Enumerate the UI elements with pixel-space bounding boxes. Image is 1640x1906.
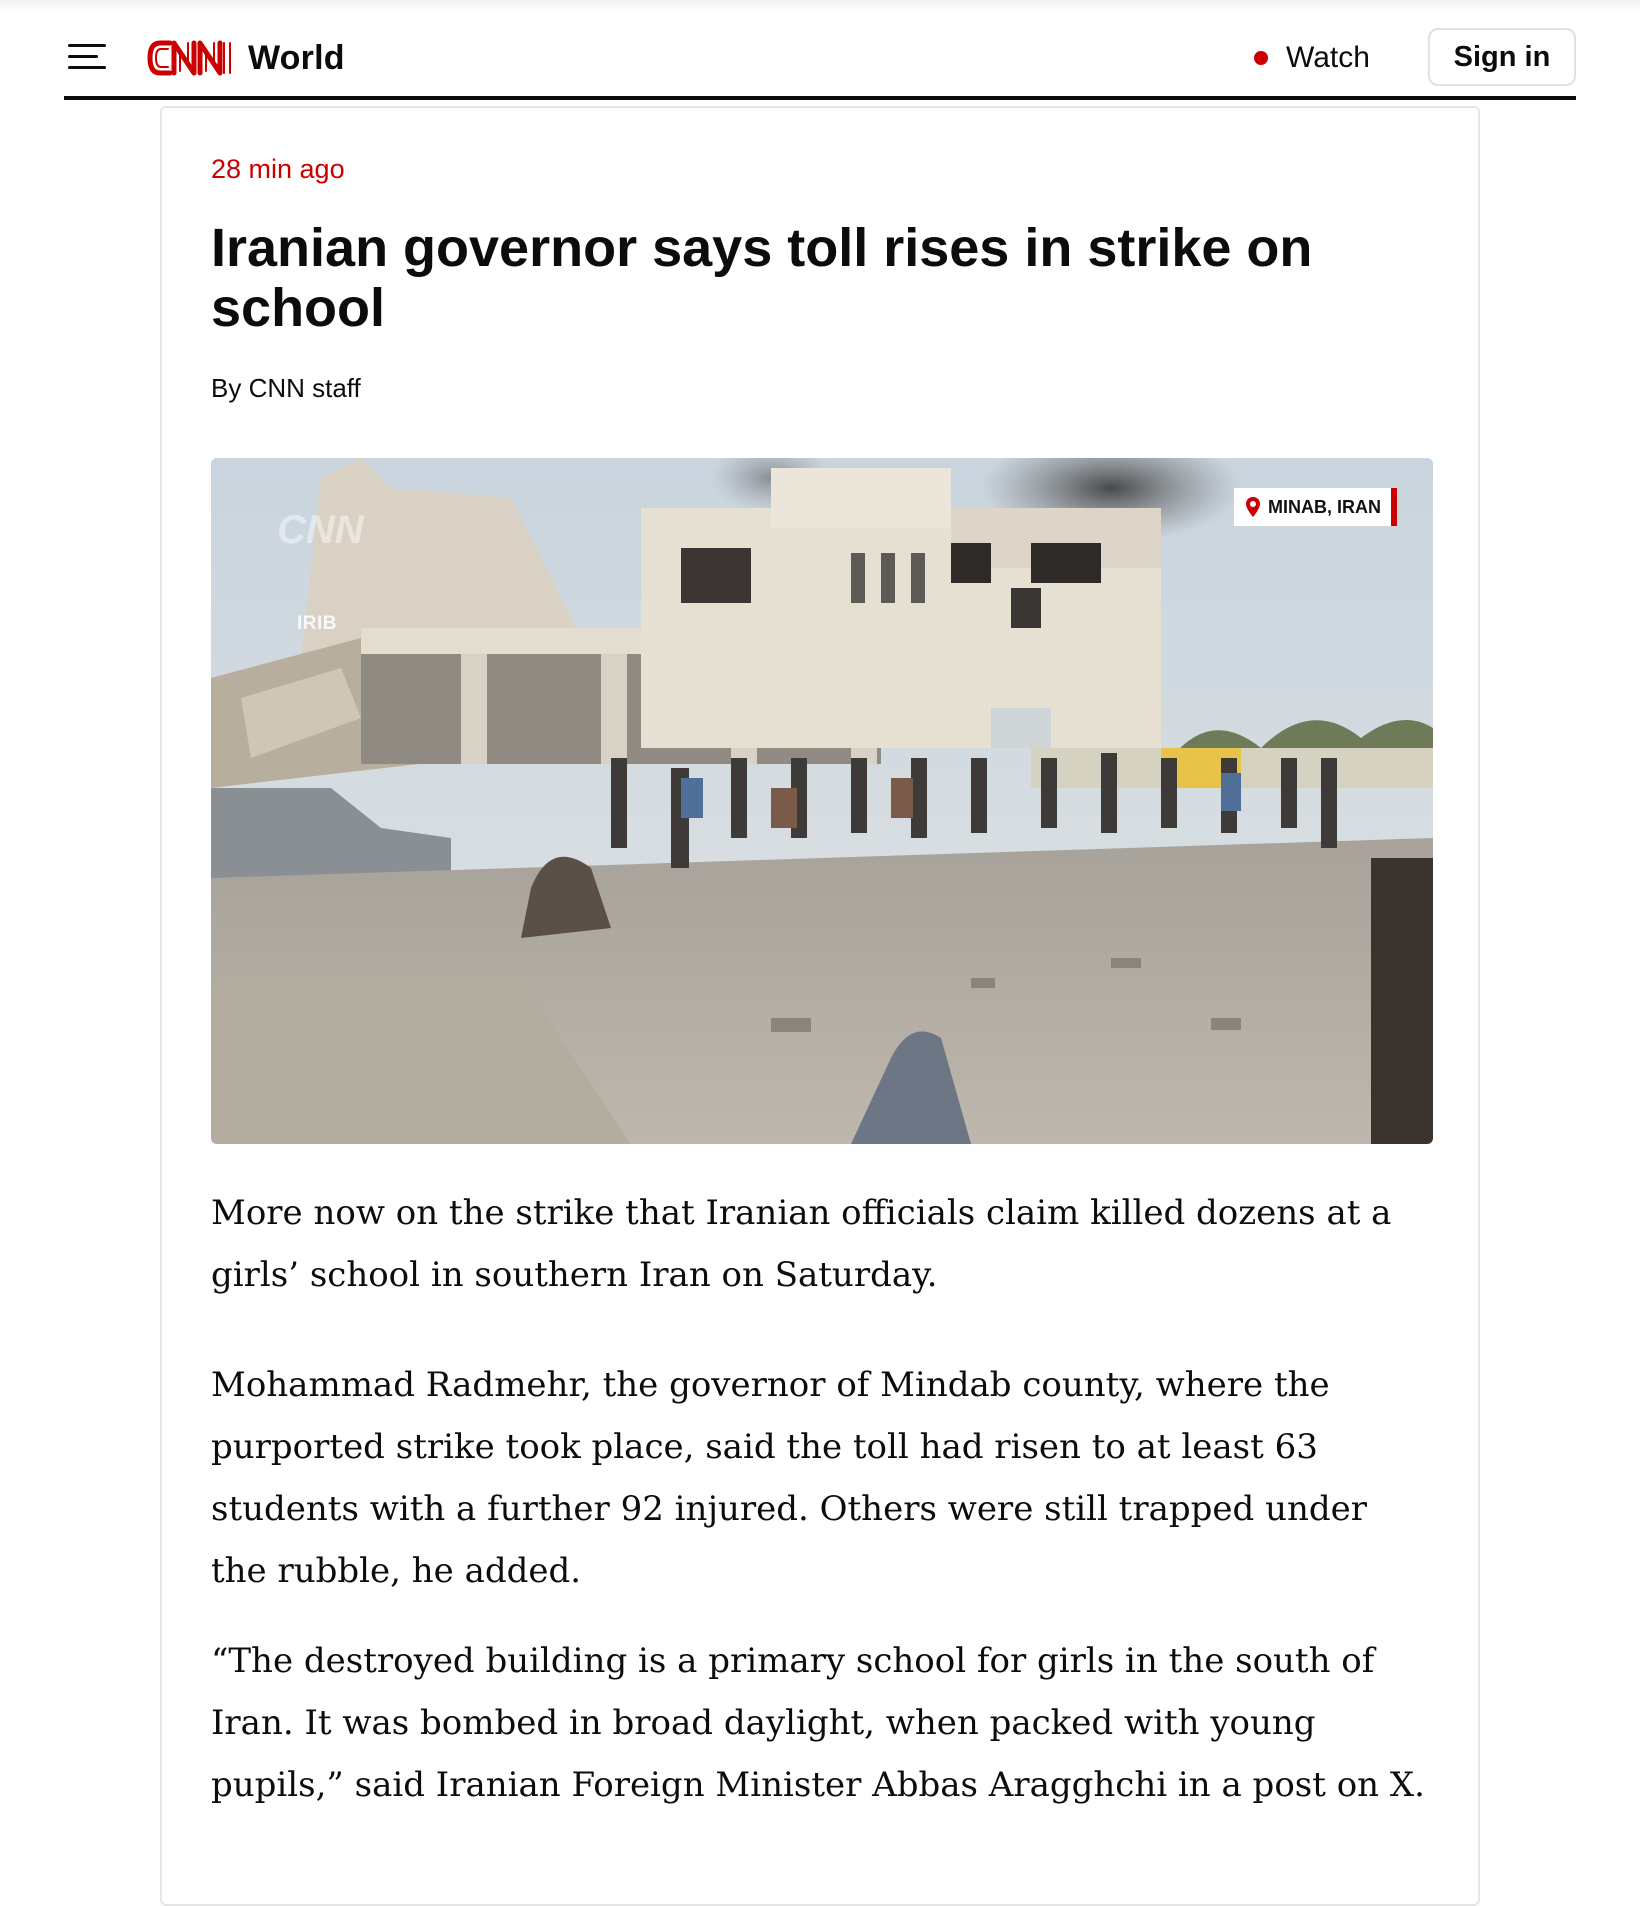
location-tag [1234, 488, 1397, 526]
byline: By CNN staff [211, 373, 361, 403]
site-header [64, 0, 1576, 100]
source-label: IRIB [297, 613, 337, 634]
paragraph-2: Mohammad Radmehr, the governor of Mindab county, where the purported strike took place, said the toll had risen to at least 63 students with a further 92 injured. Others were still trapped under the rubble, he added. [211, 1365, 1367, 1591]
map-pin-icon [1244, 496, 1262, 518]
live-update-card [160, 106, 1480, 1906]
watch-button[interactable] [1254, 40, 1370, 76]
menu-icon[interactable] [68, 40, 108, 72]
live-dot-icon [1254, 51, 1268, 65]
paragraph-3: “The destroyed building is a primary school for girls in the south of Iran. It was bombed in broad daylight, when packed with young pupils,” said Iranian Foreign Minister Abbas Aragghchi in a post on X. [211, 1641, 1425, 1805]
cnn-logo-icon [144, 35, 240, 81]
post-timestamp: 28 min ago [211, 154, 345, 184]
cnn-watermark: CNN [277, 508, 364, 552]
logo-link[interactable] [144, 34, 345, 82]
post-headline: Iranian governor says toll rises in strike on school [211, 218, 1313, 338]
location-label: MINAB, IRAN [1268, 496, 1381, 517]
news-photo[interactable] [211, 458, 1433, 1144]
paragraph-1: More now on the strike that Iranian officials claim killed dozens at a girls’ school in southern Iran on Saturday. [211, 1193, 1392, 1295]
watch-label: Watch [1286, 41, 1370, 74]
school-ruins-image [211, 458, 1433, 1144]
section-title[interactable]: World [248, 38, 345, 77]
sign-in-button[interactable]: Sign in [1428, 28, 1576, 86]
